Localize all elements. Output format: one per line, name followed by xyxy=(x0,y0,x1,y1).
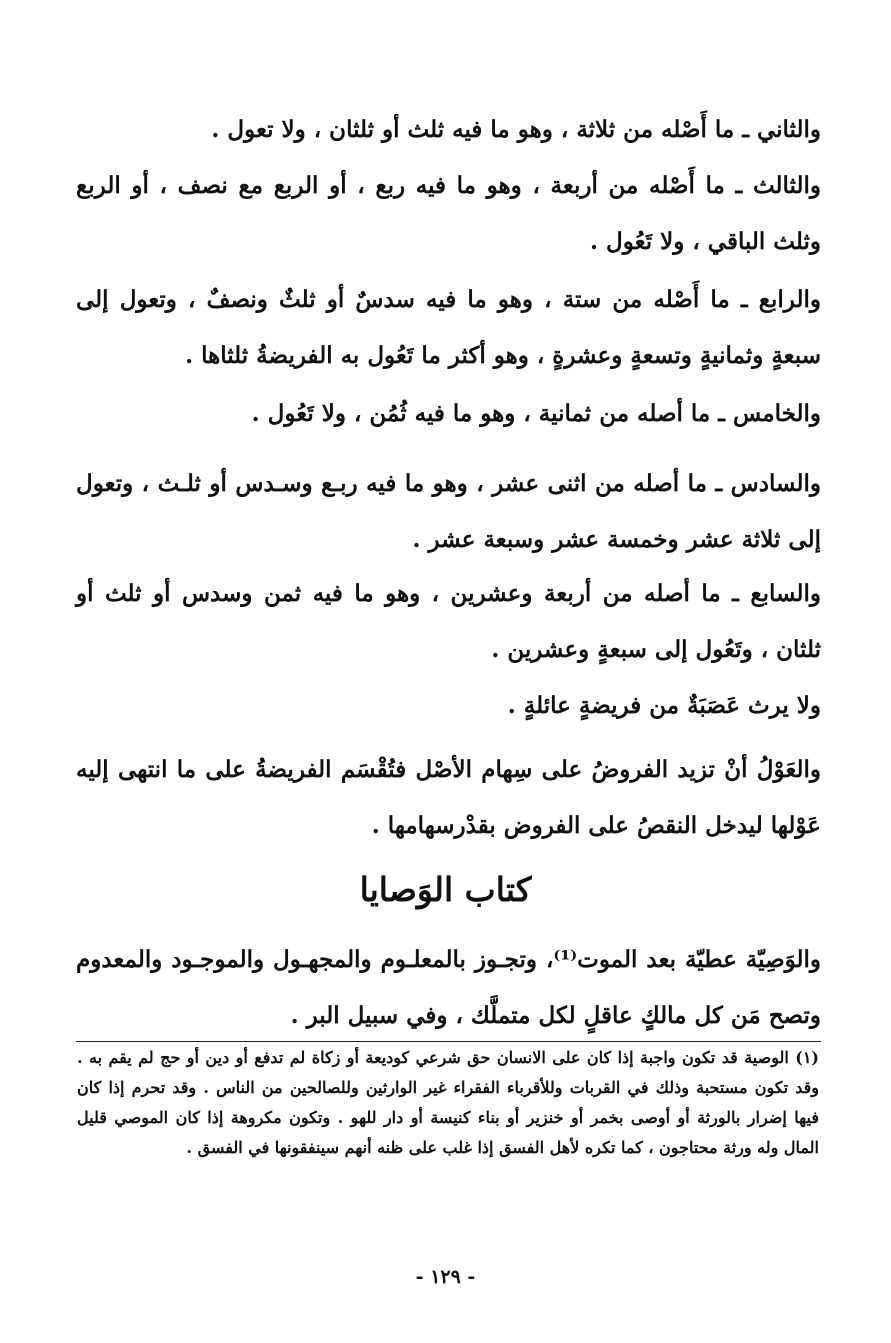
paragraph-second-category: والثاني ـ ما أَصْله من ثلاثة ، وهو ما فيه ثلث أو ثلثان ، ولا تعول . xyxy=(211,116,821,143)
page-number: - ١٢٩ - xyxy=(415,1266,476,1288)
paragraph-awl-definition: والعَوْلُ أنْ تزيد الفروضُ على سِهام الأصْل فتُقْسَم الفريضةُ على ما انتهى إليه عَوْلها ليدخل النقصُ على الفروض بقدْرسهامها . xyxy=(76,756,821,839)
paragraph-sixth-category: والسادس ـ ما أصله من اثنى عشر ، وهو ما فيه ربـع وسـدس أو ثلـث ، وتعول إلى ثلاثة عشر وخمسة عشر وسبعة عشر . xyxy=(76,470,821,553)
footnote-separator xyxy=(76,1041,821,1042)
paragraph-fourth-category: والرابع ـ ما أَصْله من ستة ، وهو ما فيه سدسٌ أو ثلثٌ ونصفٌ ، وتعول إلى سبعةٍ وثمانيةٍ وتسعةٍ وعشرةٍ ، وهو أكثر ما تَعُول به الفريضةُ ثلثاها . xyxy=(76,286,821,369)
paragraph-asaba-rule: ولا يرث عَصَبَةٌ من فريضةٍ عائلةٍ . xyxy=(507,692,821,719)
paragraph-fifth-category: والخامس ـ ما أصله من ثمانية ، وهو ما فيه ثُمُن ، ولا تَعُول . xyxy=(251,400,821,427)
section-title: كتاب الوَصايا xyxy=(359,870,532,909)
paragraph-wasaya-definition: والوَصِيّة عطيّة بعد الموت⁽¹⁾، وتجـوز بالمعلـوم والمجهـول والموجـود والمعدوم وتصح مَن كل مالكٍ عاقلٍ لكل متملَّك ، وفي سبيل البر . xyxy=(76,946,821,1029)
paragraph-third-category: والثالث ـ ما أَصْله من أربعة ، وهو ما فيه ربع ، أو الربع مع نصف ، أو الربع وثلث الباقي ، ولا تَعُول . xyxy=(76,172,821,255)
footnote: (١) الوصية قد تكون واجبة إذا كان على الانسان حق شرعي كوديعة أو زكاة لم تدفع أو دين أو حج لم يقم به . وقد تكون مستحبة وذلك في القربات وللأقرباء الفقراء غير الوارثين وللصالحين من الناس . وقد تحرم إذا كان فيها إضرار بالورثة أو أوصى بخمر أو خنزير أو بناء كنيسة أو دار للهو . وتكون مكروهة إذا كان الموصي قليل المال وله ورثة محتاجون ، كما تكره لأهل الفسق إذا غلب على ظنه أنهم سينفقونها في الفسق . xyxy=(77,1048,819,1157)
paragraph-seventh-category: والسابع ـ ما أصله من أربعة وعشرين ، وهو ما فيه ثمن وسدس أو ثلث أو ثلثان ، وتَعُول إلى سبعةٍ وعشرين . xyxy=(76,580,821,663)
